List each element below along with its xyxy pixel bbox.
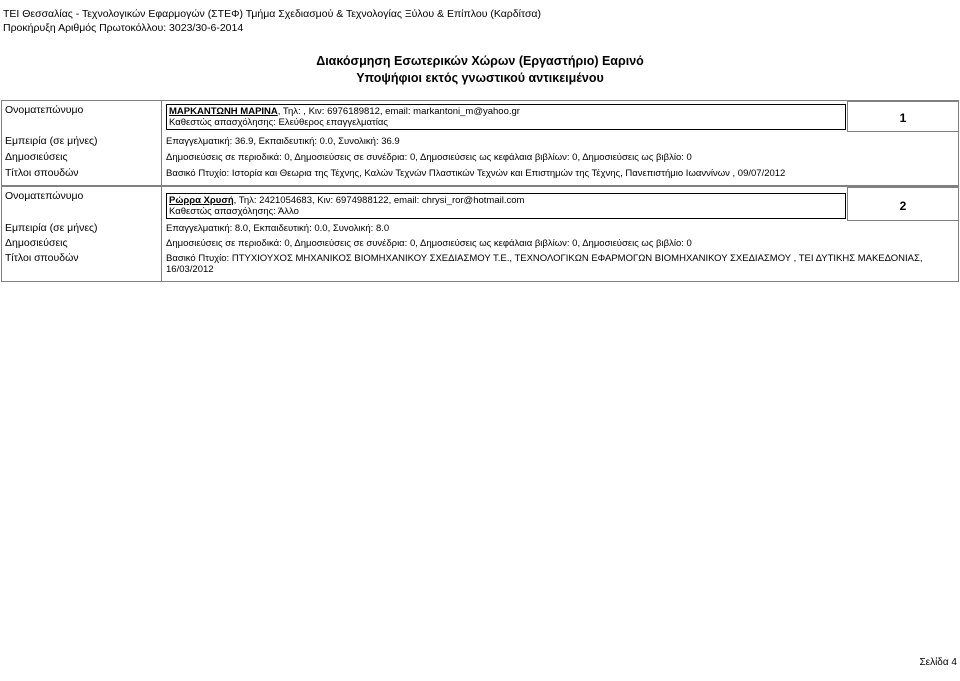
candidate-contact: , Τηλ: , Κιν: 6976189812, email: markantoni_m@yahoo.gr (277, 106, 520, 117)
candidate-name: Ρώρρα Χρυσή (169, 195, 234, 206)
name-label: Ονοματεπώνυμο (5, 190, 84, 202)
candidate-degrees: Βασικό Πτυχίο: Ιστορία και Θεωρια της Τέχνης, Καλών Τεχνών Πλαστικών Τεχνών και Επιστημών της Τέχνης, Πανεπιστήμιο Ιωαννίνων , 09/07/2012 (166, 168, 786, 179)
page-subtitle: Υποψήφιοι εκτός γνωστικού αντικειμένου (356, 71, 604, 85)
publications-label: Δημοσιεύσεις (5, 237, 68, 249)
candidate-experience: Επαγγελματική: 36.9, Εκπαιδευτική: 0.0, Συνολική: 36.9 (166, 136, 400, 147)
candidate-number: 2 (899, 199, 907, 213)
candidate-employment: Καθεστώς απασχόλησης: Άλλο (169, 206, 299, 217)
name-label: Ονοματεπώνυμο (5, 104, 84, 116)
candidate-degrees: Βασικό Πτυχίο: ΠΤΥΧΙΟΥΧΟΣ ΜΗΧΑΝΙΚΟΣ ΒΙΟΜΗΧΑΝΙΚΟΥ ΣΧΕΔΙΑΣΜΟΥ Τ.Ε., ΤΕΧΝΟΛΟΓΙΚΩΝ ΕΦΑΡΜΟΓΩΝ ΒΙΟΜΗΧΑΝΙΚΟΥ ΣΧΕΔΙΑΣΜΟΥ , ΤΕΙ ΔΥΤΙΚΗΣ ΜΑΚΕΔΟΝΙΑΣ, 16/03/2012 (166, 253, 923, 275)
candidate-block (1, 100, 959, 186)
degrees-label: Τίτλοι σπουδών (5, 167, 79, 179)
degrees-label: Τίτλοι σπουδών (5, 252, 79, 264)
header-institution: ΤΕΙ Θεσσαλίας - Τεχνολογικών Εφαρμογών (ΣΤΕΦ) Τμήμα Σχεδιασμού & Τεχνολογίας Ξύλου & Επίπλου (Καρδίτσα) (3, 8, 541, 20)
page-title: Διακόσμηση Εσωτερικών Χώρων (Εργαστήριο) Εαρινό (316, 54, 644, 68)
candidate-publications: Δημοσιεύσεις σε περιοδικά: 0, Δημοσιεύσεις σε συνέδρια: 0, Δημοσιεύσεις ως κεφάλαια βιβλίων: 0, Δημοσιεύσεις ως βιβλίο: 0 (166, 238, 692, 249)
candidate-contact: , Τηλ: 2421054683, Κιν: 6974988122, email: chrysi_ror@hotmail.com (233, 195, 525, 206)
candidate-block (1, 186, 959, 282)
candidate-name: ΜΑΡΚΑΝΤΩΝΗ ΜΑΡΙΝΑ (169, 106, 278, 117)
candidate-name-box (166, 104, 846, 130)
header-protocol: Προκήρυξη Αριθμός Πρωτοκόλλου: 3023/30-6-2014 (3, 22, 244, 34)
candidate-number: 1 (899, 111, 907, 125)
candidate-name-box (166, 193, 846, 219)
experience-label: Εμπειρία (σε μήνες) (5, 135, 98, 147)
page-number: Σελίδα 4 (919, 657, 957, 668)
candidate-experience: Επαγγελματική: 8.0, Εκπαιδευτική: 0.0, Συνολική: 8.0 (166, 223, 390, 234)
publications-label: Δημοσιεύσεις (5, 151, 68, 163)
candidate-employment: Καθεστώς απασχόλησης: Ελεύθερος επαγγελματίας (169, 117, 388, 128)
candidate-publications: Δημοσιεύσεις σε περιοδικά: 0, Δημοσιεύσεις σε συνέδρια: 0, Δημοσιεύσεις ως κεφάλαια βιβλίων: 0, Δημοσιεύσεις ως βιβλίο: 0 (166, 152, 692, 163)
experience-label: Εμπειρία (σε μήνες) (5, 222, 98, 234)
